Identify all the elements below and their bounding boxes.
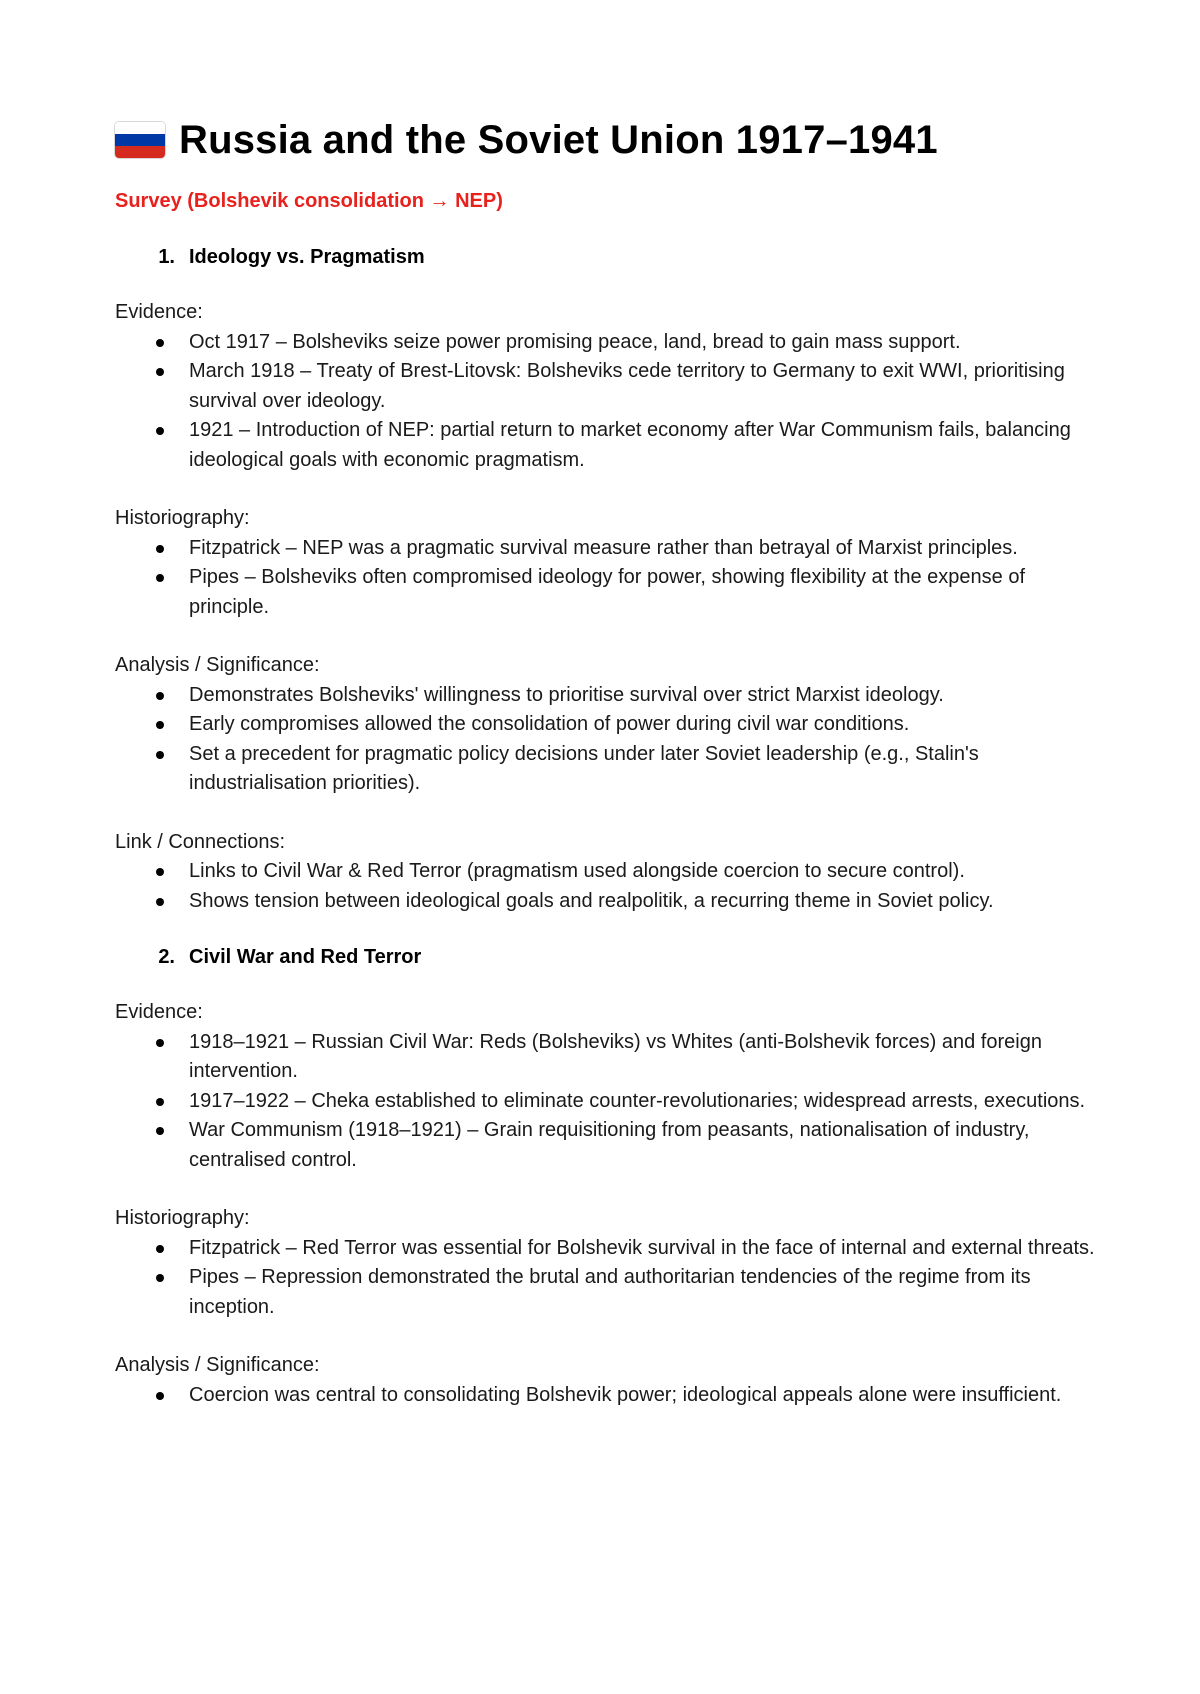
group-label: Historiography: — [115, 507, 250, 529]
sections-container — [115, 242, 1115, 1410]
bullet-list — [115, 328, 1115, 476]
bullet-item — [115, 1234, 1115, 1264]
bullet-dot-icon — [156, 1274, 164, 1282]
bullet-dot-icon — [156, 692, 164, 700]
section-heading-text: Ideology vs. Pragmatism — [189, 246, 425, 268]
bullet-item — [115, 563, 1115, 622]
bullet-dot-icon — [156, 1392, 164, 1400]
bullet-text: 1917–1922 – Cheka established to eliminate counter-revolutionaries; widespread arrests, executions. — [189, 1089, 1086, 1112]
bullet-item — [115, 1381, 1115, 1411]
title-text: Russia and the Soviet Union 1917–1941 — [179, 117, 938, 162]
bullet-text: Pipes – Repression demonstrated the brutal and authoritarian tendencies of the regime from its inception. — [189, 1266, 1031, 1318]
bullet-text: Fitzpatrick – NEP was a pragmatic survival measure rather than betrayal of Marxist principles. — [189, 536, 1018, 559]
bullet-text: Coercion was central to consolidating Bolshevik power; ideological appeals alone were insufficient. — [189, 1383, 1062, 1406]
bullet-item — [115, 857, 1115, 887]
bullet-text: Links to Civil War & Red Terror (pragmatism used alongside coercion to secure control). — [189, 860, 965, 882]
bullet-dot-icon — [156, 427, 164, 435]
bullet-dot-icon — [156, 339, 164, 347]
bullet-item — [115, 1116, 1115, 1175]
bullet-text: Set a precedent for pragmatic policy decisions under later Soviet leadership (e.g., Stalin's industrialisation priorities). — [189, 742, 979, 794]
bullet-text: Shows tension between ideological goals and realpolitik, a recurring theme in Soviet policy. — [189, 889, 994, 912]
bullet-dot-icon — [156, 368, 164, 376]
flag-stripe-red — [115, 146, 165, 158]
bullet-dot-icon — [156, 1127, 164, 1135]
bullet-list — [115, 1234, 1115, 1323]
bullet-dot-icon — [156, 868, 164, 876]
bullet-list — [115, 1381, 1115, 1411]
bullet-item — [115, 416, 1115, 475]
bullet-item — [115, 1028, 1115, 1087]
group-label: Analysis / Significance: — [115, 1354, 320, 1376]
bullet-list — [115, 1028, 1115, 1176]
bullet-dot-icon — [156, 721, 164, 729]
bullet-text: Pipes – Bolsheviks often compromised ideology for power, showing flexibility at the expense of principle. — [189, 566, 1026, 618]
bullet-item — [115, 1087, 1115, 1117]
bullet-item — [115, 710, 1115, 740]
section-heading — [115, 942, 1115, 972]
document-title — [115, 112, 1115, 168]
bullet-item — [115, 328, 1115, 358]
bullet-item — [115, 681, 1115, 711]
bullet-item — [115, 887, 1115, 917]
group-label: Link / Connections: — [115, 830, 286, 853]
bullet-text: Fitzpatrick – Red Terror was essential for Bolshevik survival in the face of internal and external threats. — [189, 1236, 1095, 1259]
section-number: 1. — [158, 246, 175, 268]
group-label: Analysis / Significance: — [115, 654, 320, 676]
bullet-item — [115, 357, 1115, 416]
bullet-text: 1918–1921 – Russian Civil War: Reds (Bolsheviks) vs Whites (anti-Bolshevik forces) and foreign intervention. — [189, 1030, 1042, 1082]
group-label: Evidence: — [115, 301, 203, 323]
section-heading — [115, 242, 1115, 272]
bullet-text: War Communism (1918–1921) – Grain requisitioning from peasants, nationalisation of industry, centralised control. — [189, 1119, 1030, 1171]
bullet-dot-icon — [156, 898, 164, 906]
bullet-text: March 1918 – Treaty of Brest-Litovsk: Bolsheviks cede territory to Germany to exit WWI, prioritising survival over ideology. — [189, 360, 1065, 412]
bullet-dot-icon — [156, 574, 164, 582]
bullet-dot-icon — [156, 545, 164, 553]
bullet-text: Early compromises allowed the consolidation of power during civil war conditions. — [189, 713, 910, 735]
bullet-item — [115, 1263, 1115, 1322]
bullet-dot-icon — [156, 1098, 164, 1106]
section-number: 2. — [158, 946, 175, 968]
bullet-text: Oct 1917 – Bolsheviks seize power promising peace, land, bread to gain mass support. — [189, 330, 961, 353]
section-heading-text: Civil War and Red Terror — [189, 946, 422, 968]
russia-flag-icon — [115, 122, 165, 158]
bullet-item — [115, 740, 1115, 799]
bullet-dot-icon — [156, 1039, 164, 1047]
bullet-text: Demonstrates Bolsheviks' willingness to prioritise survival over strict Marxist ideology. — [189, 683, 944, 706]
bullet-list — [115, 681, 1115, 799]
flag-stripe-white — [115, 122, 165, 134]
group-label: Historiography: — [115, 1207, 250, 1229]
bullet-list — [115, 534, 1115, 623]
bullet-text: 1921 – Introduction of NEP: partial return to market economy after War Communism fails, balancing ideological goals with economic pragmatism. — [189, 419, 1071, 471]
bullet-dot-icon — [156, 751, 164, 759]
flag-stripe-blue — [115, 134, 165, 146]
bullet-dot-icon — [156, 1245, 164, 1253]
bullet-list — [115, 857, 1115, 916]
group-label: Evidence: — [115, 1001, 203, 1023]
survey-subtitle: Survey (Bolshevik consolidation → NEP) — [115, 190, 503, 212]
document-page — [115, 112, 1115, 1410]
bullet-item — [115, 534, 1115, 564]
